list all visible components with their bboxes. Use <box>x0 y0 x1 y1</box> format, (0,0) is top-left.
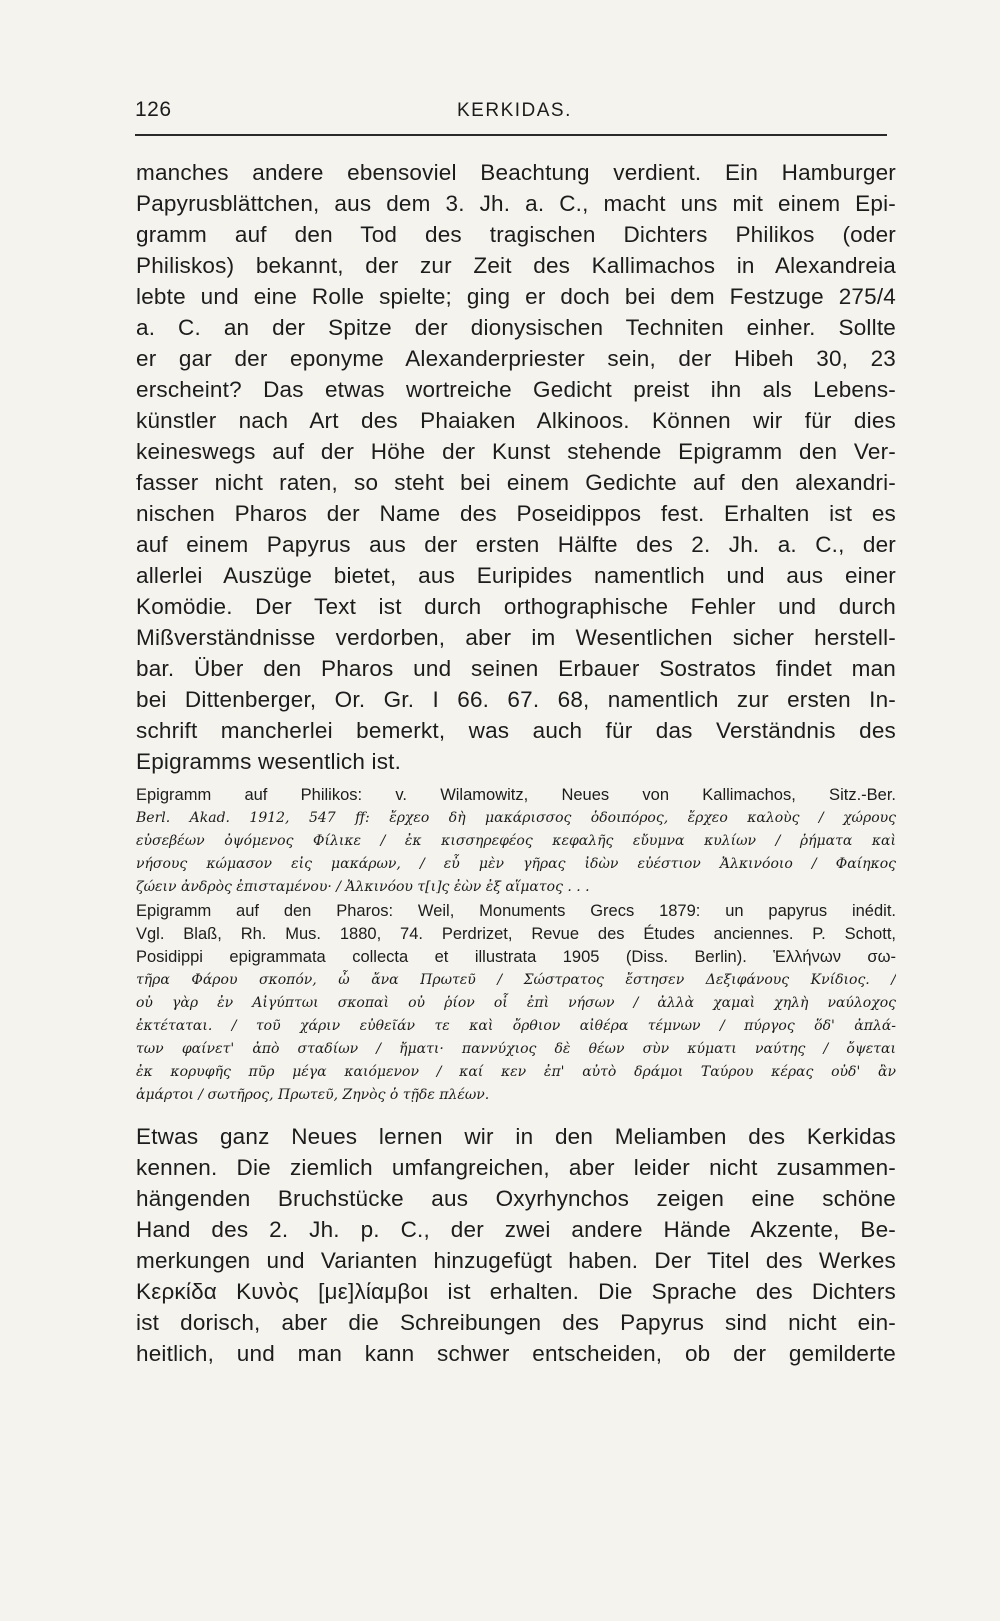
note-line: ἐκτέταται. / τοῦ χάριν εὐθεῖάν τε καὶ ὄρθιον αἰθέρα τέμνων / πύργος ὅδ' ἀπλά- <box>136 1018 896 1034</box>
note-line: νήσους κώμασον εἰς μακάρων, / εὖ μὲν γῆρας ἰδὼν εὐέστιον Ἀλκινόοιο / Φαίηκος <box>136 856 896 872</box>
note-line: εὐσεβέων ὀψόμενος Φίλικε / ἐκ κισσηρεφέος κεφαλῆς εὔυμνα κυλίων / ῥήματα καὶ <box>136 833 896 849</box>
note-line: Epigramm auf den Pharos: Weil, Monuments Grecs 1879: un papyrus inédit. <box>136 902 896 920</box>
body-line: Epigramms wesentlich ist. <box>136 749 402 774</box>
body-line: bei Dittenberger, Or. Gr. I 66. 67. 68, namentlich zur ersten In- <box>136 687 896 712</box>
note-line: Vgl. Blaß, Rh. Mus. 1880, 74. Perdrizet, Revue des Études anciennes. P. Schott, <box>136 925 896 943</box>
body-line: nischen Pharos der Name des Poseidippos fest. Erhalten ist es <box>136 501 896 526</box>
body-line: Hand des 2. Jh. p. C., der zwei andere Hände Akzente, Be- <box>136 1217 896 1242</box>
body-line: erscheint? Das etwas wortreiche Gedicht preist ihn als Lebens- <box>136 377 896 402</box>
body-line: keineswegs auf der Höhe der Kunst stehende Epigramm den Ver- <box>136 439 896 464</box>
note-line: ἐκ κορυφῆς πῦρ μέγα καιόμενον / καί κεν ἐπ' αὐτὸ δράμοι Ταύρου κέρας οὐδ' ἂν <box>136 1064 896 1080</box>
running-title: KERKIDAS. <box>457 100 572 121</box>
note-line: Posidippi epigrammata collecta et illustrata 1905 (Diss. Berlin). Ἑλλήνων σω- <box>136 948 896 966</box>
note-line: Berl. Akad. 1912, 547 ff: ἔρχεο δὴ μακάρισσος ὁδοιπόρος, ἔρχεο καλοὺς / χώρους <box>136 810 896 826</box>
note-line: των φαίνετ' ἀπὸ σταδίων / ἤματι· παννύχιος δὲ θέων σὺν κύματι ναύτης / ὄψεται <box>136 1041 896 1057</box>
body-line: künstler nach Art des Phaiaken Alkinoos. Können wir für dies <box>136 408 896 433</box>
body-line: auf einem Papyrus aus der ersten Hälfte des 2. Jh. a. C., der <box>136 532 896 557</box>
body-line: lebte und eine Rolle spielte; ging er doch bei dem Festzuge 275/4 <box>136 284 896 309</box>
note-line: οὐ γὰρ ἐν Αἰγύπτωι σκοπαὶ οὐ ῥίον οἷ ἐπὶ νήσων / ἀλλὰ χαμαὶ χηλὴ ναύλοχος <box>136 995 896 1011</box>
page-header <box>135 98 887 136</box>
body-line: ist dorisch, aber die Schreibungen des Papyrus sind nicht ein- <box>136 1310 896 1335</box>
body-line: Komödie. Der Text ist durch orthographische Fehler und durch <box>136 594 896 619</box>
body-line: kennen. Die ziemlich umfangreichen, aber leider nicht zusammen- <box>136 1155 896 1180</box>
body-line: Etwas ganz Neues lernen wir in den Meliamben des Kerkidas <box>136 1124 896 1149</box>
body-line: heitlich, und man kann schwer entscheiden, ob der gemilderte <box>136 1341 896 1366</box>
body-line: hängenden Bruchstücke aus Oxyrhynchos zeigen eine schöne <box>136 1186 896 1211</box>
page-number: 126 <box>135 98 172 121</box>
body-line: a. C. an der Spitze der dionysischen Techniten einher. Sollte <box>136 315 896 340</box>
note-line: Epigramm auf Philikos: v. Wilamowitz, Neues von Kallimachos, Sitz.-Ber. <box>136 786 896 804</box>
body-line: allerlei Auszüge bietet, aus Euripides namentlich und aus einer <box>136 563 896 588</box>
body-line: merkungen und Varianten hinzugefügt haben. Der Titel des Werkes <box>136 1248 896 1273</box>
body-line: Κερκίδα Κυνὸς [με]λίαμβοι ist erhalten. Die Sprache des Dichters <box>136 1279 896 1304</box>
body-line: er gar der eponyme Alexanderpriester sein, der Hibeh 30, 23 <box>136 346 896 371</box>
body-line: gramm auf den Tod des tragischen Dichters Philikos (oder <box>136 222 896 247</box>
note-line: ζώειν ἀνδρὸς ἐπισταμένου· / Ἀλκινόου τ[ι]ς ἐὼν ἐξ αἵματος . . . <box>136 879 590 895</box>
note-line: τῆρα Φάρου σκοπόν, ὦ ἄνα Πρωτεῦ / Σώστρατος ἔστησεν Δεξιφάνους Κνίδιος. / <box>136 972 896 988</box>
note-line: ἁμάρτοι / σωτῆρος, Πρωτεῦ, Ζηνὸς ὁ τῇδε πλέων. <box>136 1087 490 1103</box>
body-line: fasser nicht raten, so steht bei einem Gedichte auf den alexandri- <box>136 470 896 495</box>
body-line: Mißverständnisse verdorben, aber im Wesentlichen sicher herstell- <box>136 625 896 650</box>
body-line: Papyrusblättchen, aus dem 3. Jh. a. C., macht uns mit einem Epi- <box>136 191 896 216</box>
body-line: schrift mancherlei bemerkt, was auch für das Verständnis des <box>136 718 896 743</box>
body-line: Philiskos) bekannt, der zur Zeit des Kallimachos in Alexandreia <box>136 253 896 278</box>
body-line: manches andere ebensoviel Beachtung verdient. Ein Hamburger <box>136 160 896 185</box>
body-line: bar. Über den Pharos und seinen Erbauer Sostratos findet man <box>136 656 896 681</box>
